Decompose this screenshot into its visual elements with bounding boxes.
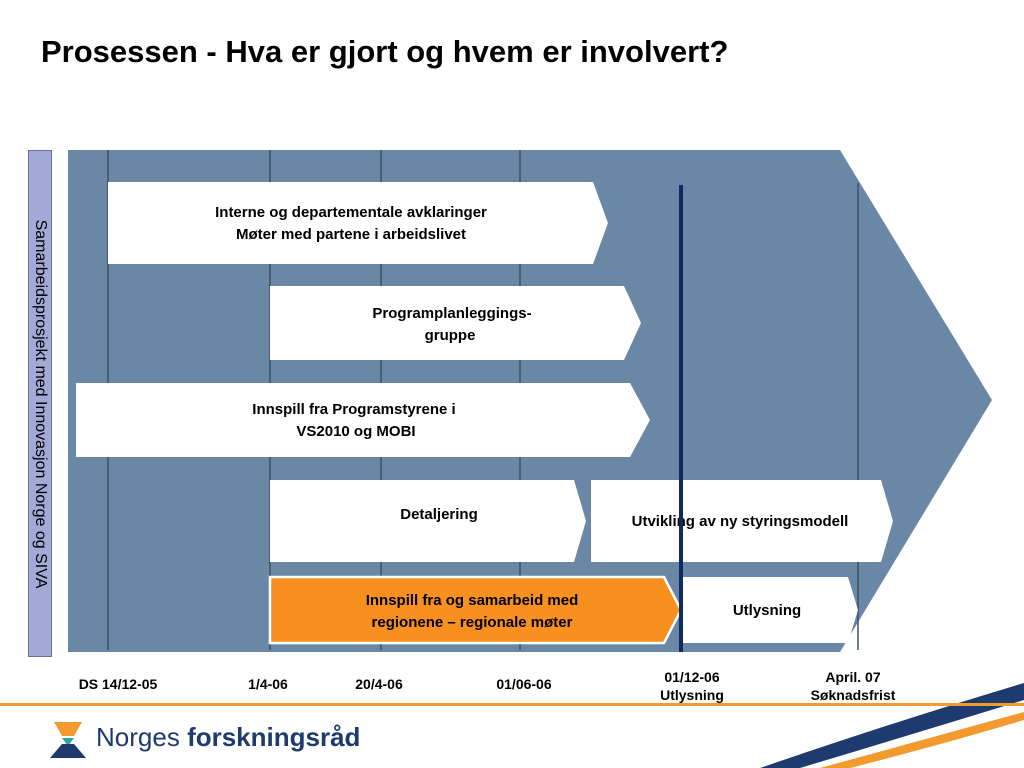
box2-line2: gruppe — [424, 327, 476, 344]
box1-line2: Møter med partene i arbeidslivet — [235, 226, 467, 243]
timeline-label-soknadsfrist: Søknadsfrist — [810, 687, 896, 703]
page-title: Prosessen - Hva er gjort og hvem er involvert? — [41, 34, 729, 69]
logo-wordmark-bold: forskningsråd — [187, 722, 361, 752]
norges-forskningsrad-logo — [48, 718, 378, 762]
process-box-innspill-programstyrene — [76, 383, 650, 457]
process-box-ny-styringsmodell — [591, 480, 893, 562]
norges-forskningsrad-logo-icon — [48, 720, 88, 760]
box6-line2: regionene – regionale møter — [371, 614, 573, 631]
timeline-label-1-4-06: 1/4-06 — [248, 676, 288, 692]
process-box-regionale-moter — [270, 577, 681, 643]
box6-line1: Innspill fra og samarbeid med — [365, 592, 579, 609]
timeline-label-20-4-06: 20/4-06 — [355, 676, 403, 692]
timeline-label-01-12-06: 01/12-06 — [664, 669, 720, 685]
footer-rule — [0, 703, 1024, 706]
box4-line1: Detaljering — [400, 506, 478, 523]
process-box-programplanleggingsgruppe — [270, 286, 641, 360]
timeline-label-utlysning: Utlysning — [660, 687, 724, 703]
box2-line1: Programplanleggings- — [372, 305, 532, 322]
box3-line2: VS2010 og MOBI — [296, 423, 416, 440]
side-label-text: Samarbeidsprosjekt med Innovasjon Norge og SIVA — [32, 219, 49, 588]
timeline-labels — [79, 669, 896, 703]
process-box-detaljering — [270, 480, 586, 562]
process-box-interne-avklaringer — [108, 182, 608, 264]
timeline-label-april-07: April. 07 — [825, 669, 881, 685]
box7-line1: Utlysning — [732, 602, 802, 619]
box1-line1: Interne og departementale avklaringer — [215, 204, 487, 221]
logo-wordmark-light: Norges — [96, 722, 180, 752]
timeline-label-ds-14-12-05: DS 14/12-05 — [78, 676, 158, 692]
logo-wordmark — [96, 722, 360, 753]
timeline-label-01-06-06: 01/06-06 — [496, 676, 552, 692]
box5-line1: Utvikling av ny styringsmodell — [631, 513, 849, 530]
box3-line1: Innspill fra Programstyrene i — [252, 401, 456, 418]
process-box-utlysning — [681, 577, 858, 643]
